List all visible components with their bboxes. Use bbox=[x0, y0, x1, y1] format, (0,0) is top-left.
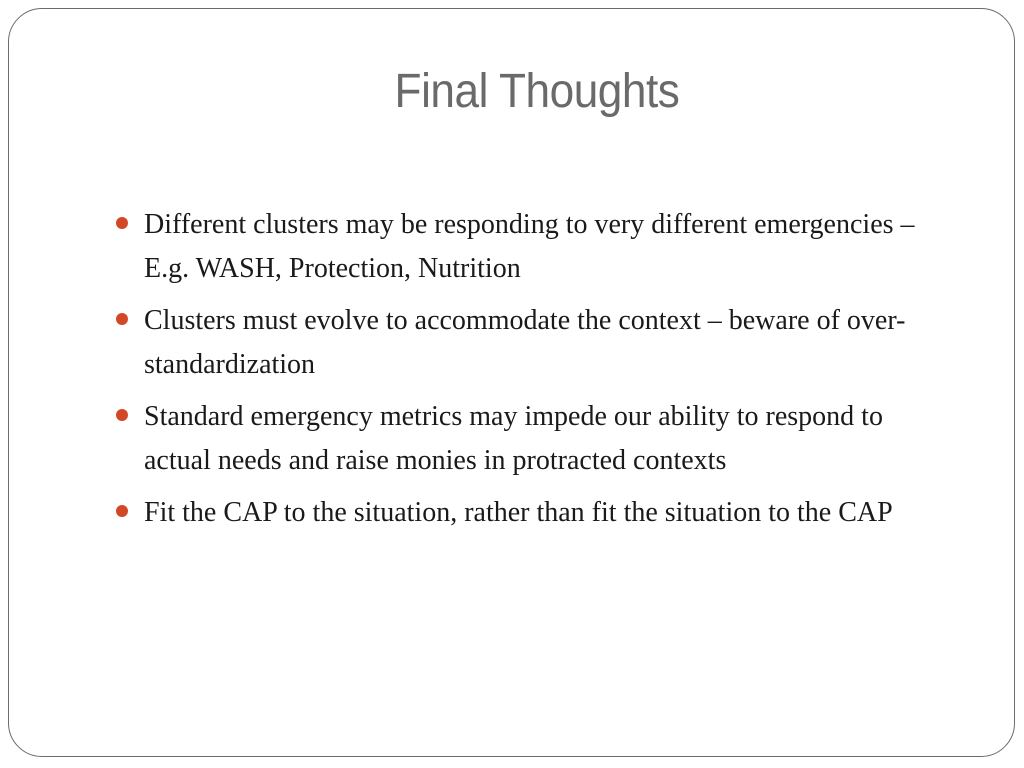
bullet-list bbox=[116, 203, 946, 543]
slide-title: Final Thoughts bbox=[394, 65, 680, 118]
list-item bbox=[116, 491, 946, 535]
bullet-text: Clusters must evolve to accommodate the context – beware of over-standardization bbox=[144, 305, 906, 380]
bullet-text: Standard emergency metrics may impede our ability to respond to actual needs and raise monies in protracted contexts bbox=[144, 401, 883, 476]
list-item bbox=[116, 299, 946, 387]
bullet-icon bbox=[116, 505, 128, 517]
bullet-text: Different clusters may be responding to very different emergencies – E.g. WASH, Protection, Nutrition bbox=[144, 209, 915, 284]
bullet-text: Fit the CAP to the situation, rather than fit the situation to the CAP bbox=[144, 497, 893, 528]
bullet-icon bbox=[116, 409, 128, 421]
bullet-icon bbox=[116, 313, 128, 325]
bullet-icon bbox=[116, 217, 128, 229]
list-item bbox=[116, 395, 946, 483]
list-item bbox=[116, 203, 946, 291]
